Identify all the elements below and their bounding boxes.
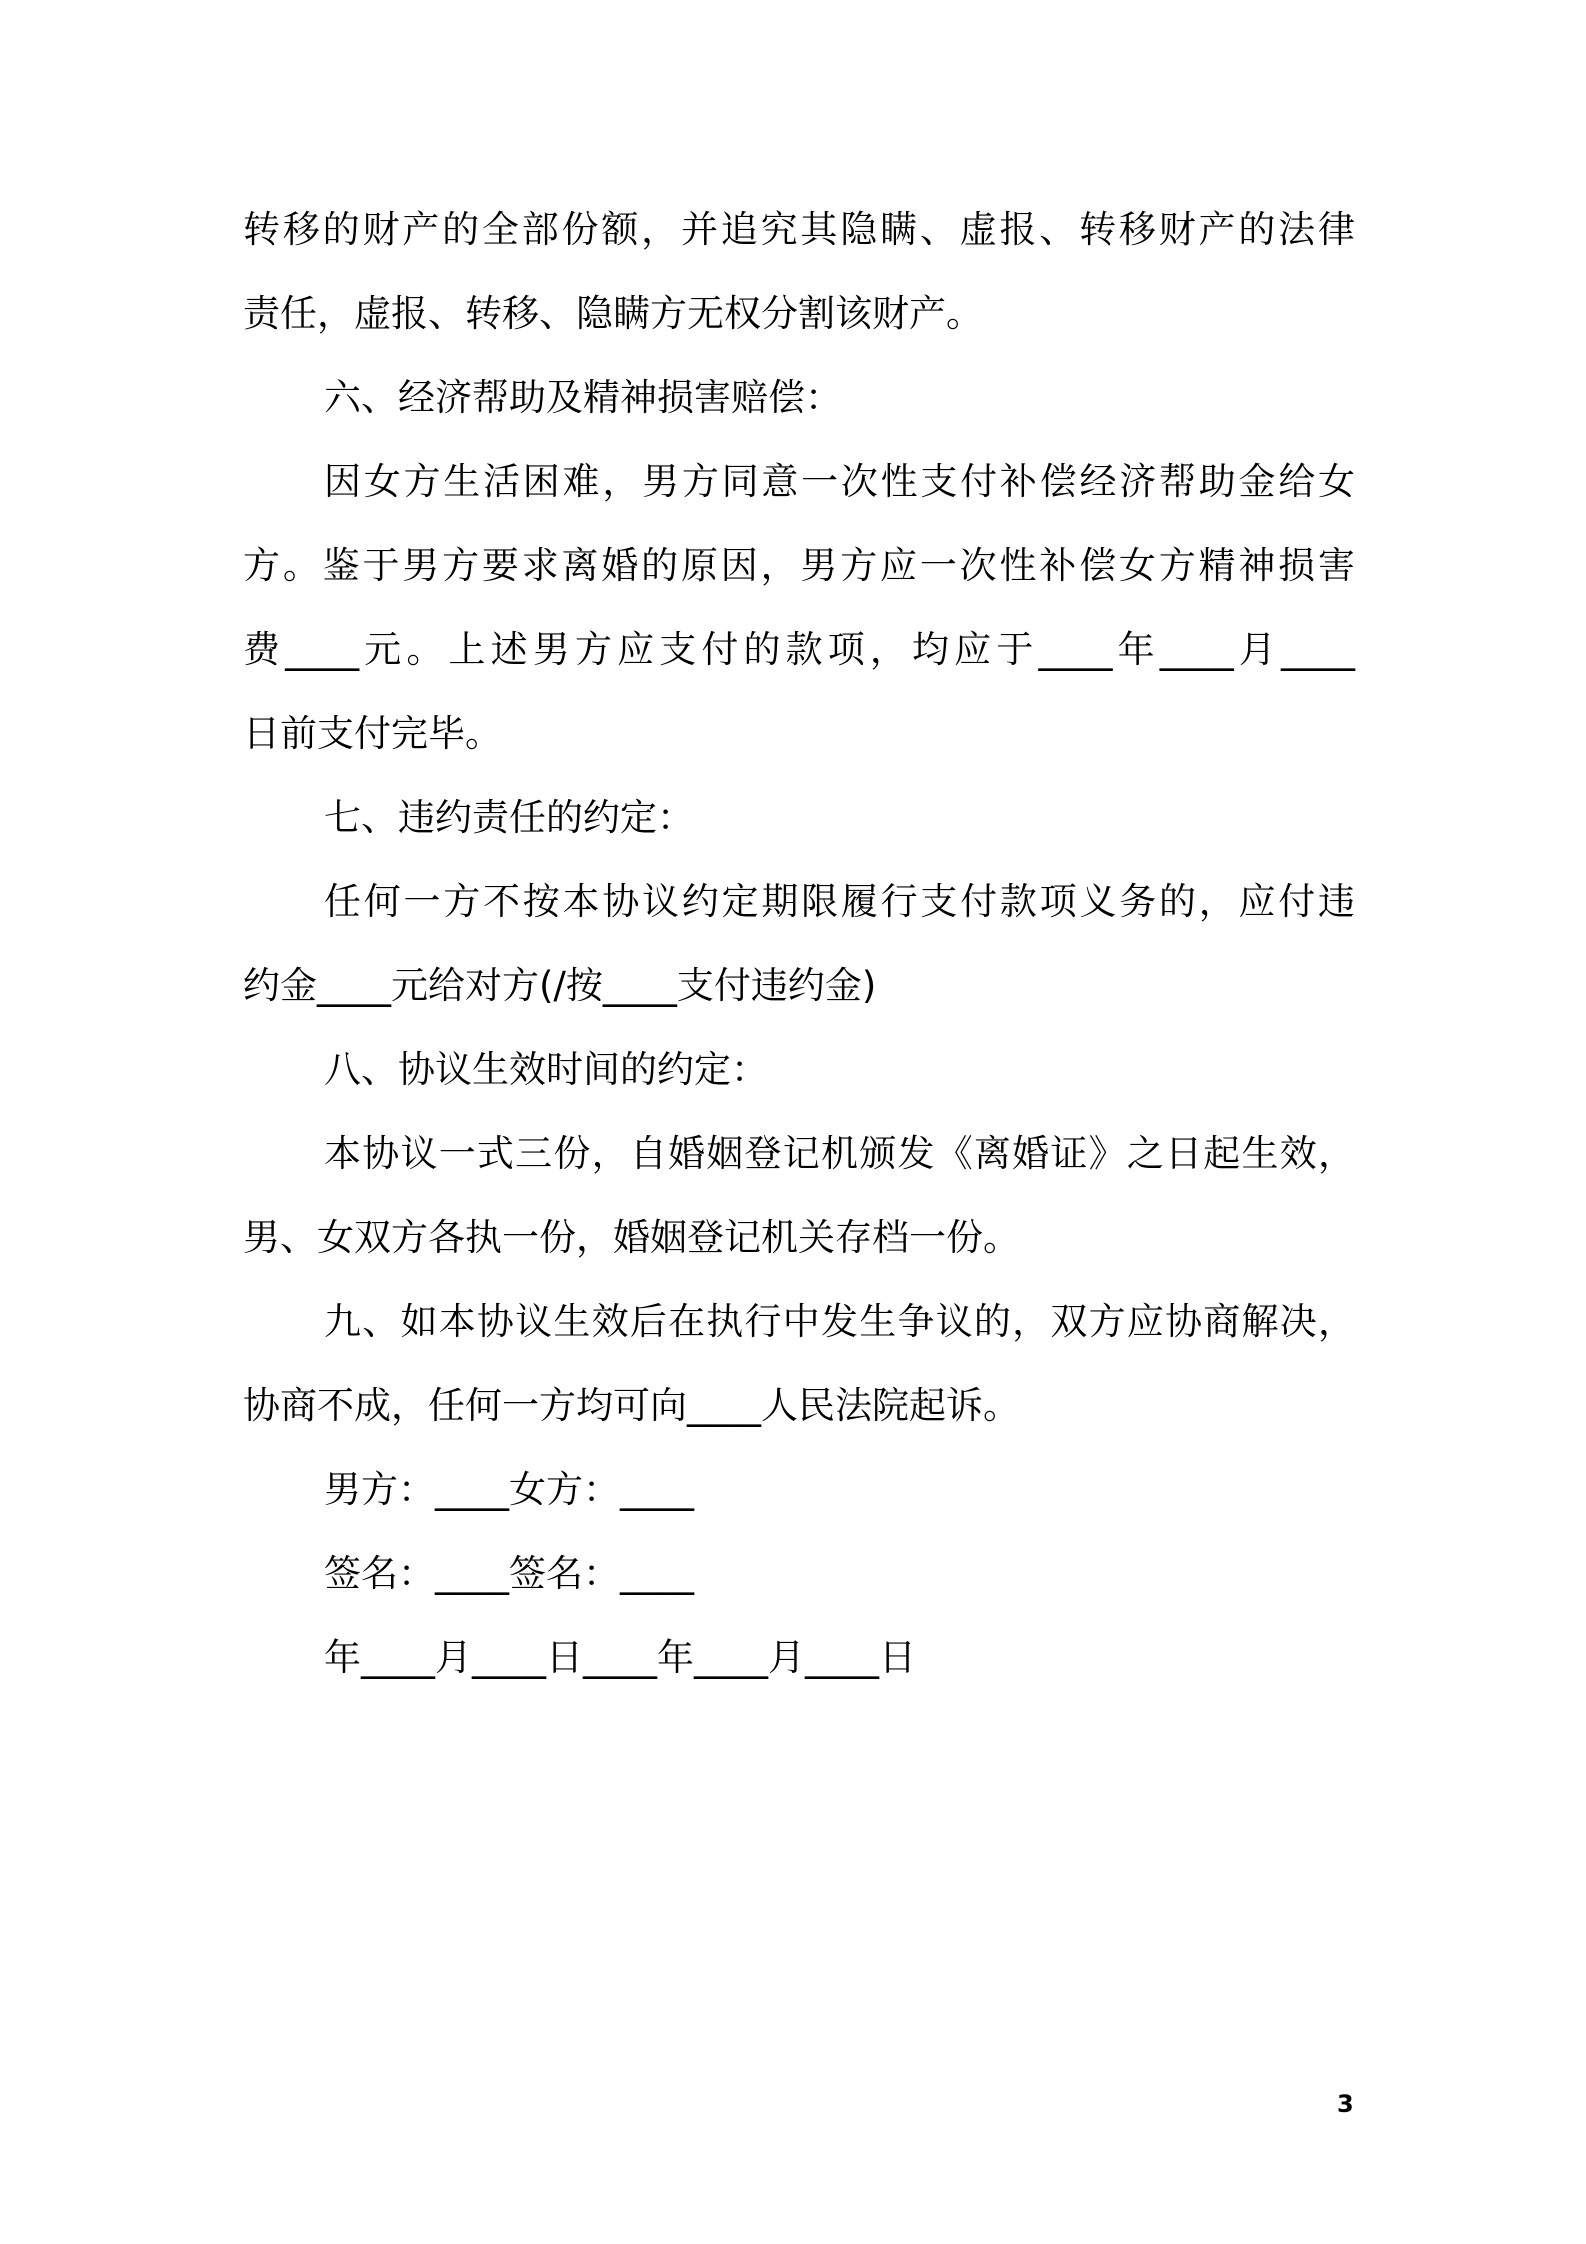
section-heading-6: 六、经济帮助及精神损害赔偿： (324, 376, 842, 419)
body-line-7: 日前支付完毕。 (243, 712, 502, 755)
page-number: 3 (1337, 2090, 1354, 2118)
signature-name-line: 签名：____签名：____ (324, 1552, 694, 1595)
body-line-6: 费____元。上述男方应支付的款项，均应于____年____月____ (243, 628, 1355, 671)
body-line-12: 本协议一式三份，自婚姻登记机颁发《离婚证》之日起生效， (324, 1132, 1355, 1175)
body-line-13: 男、女双方各执一份，婚姻登记机关存档一份。 (243, 1216, 1020, 1259)
section-heading-7: 七、违约责任的约定： (324, 796, 694, 839)
body-line-5: 方。鉴于男方要求离婚的原因，男方应一次性补偿女方精神损害 (243, 544, 1355, 587)
body-line-9: 任何一方不按本协议约定期限履行支付款项义务的，应付违 (324, 880, 1355, 923)
body-line-1: 转移的财产的全部份额，并追究其隐瞒、虚报、转移财产的法律 (243, 208, 1355, 251)
signature-date-line: 年____月____日____年____月____日 (324, 1636, 916, 1679)
body-line-10: 约金____元给对方(/按____支付违约金) (243, 964, 877, 1007)
body-line-15: 协商不成，任何一方均可向____人民法院起诉。 (243, 1384, 1020, 1427)
section-heading-8: 八、协议生效时间的约定： (324, 1048, 768, 1091)
body-line-4: 因女方生活困难，男方同意一次性支付补偿经济帮助金给女 (324, 460, 1355, 503)
section-heading-9: 九、如本协议生效后在执行中发生争议的，双方应协商解决， (324, 1300, 1355, 1343)
signature-party-line: 男方：____女方：____ (324, 1468, 694, 1511)
body-line-2: 责任，虚报、转移、隐瞒方无权分割该财产。 (243, 292, 983, 335)
